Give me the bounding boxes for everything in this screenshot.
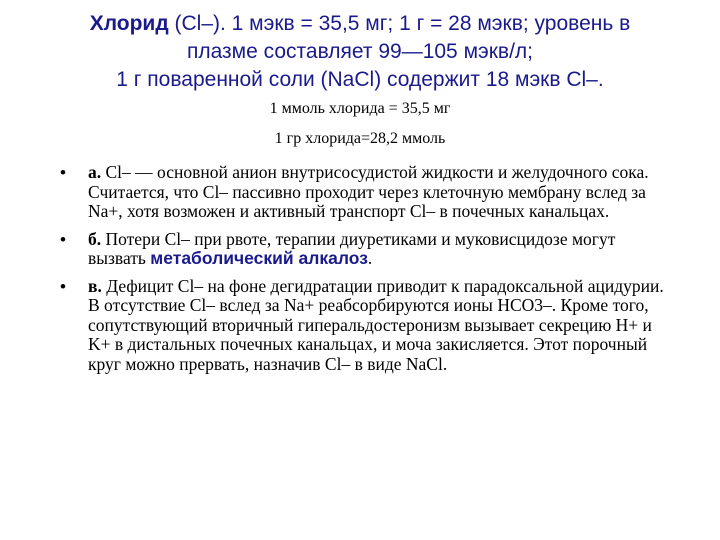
bullet-dot: • <box>60 163 66 182</box>
bullet-text: Потери Cl– при рвоте, терапии диуретиками и муковисцидозе могут вызвать <box>88 228 616 268</box>
bullet-marker: б. <box>88 228 102 249</box>
title-line3: 1 г поваренной соли (NaCl) содержит 18 мэкв Cl–. <box>116 68 604 91</box>
bullet-item-c <box>60 277 670 375</box>
bullet-item-b <box>60 230 670 269</box>
bullet-marker: а. <box>88 162 102 182</box>
bullet-marker: в. <box>88 275 102 296</box>
bullet-list <box>60 163 670 382</box>
formula-mmol-mg: 1 ммоль хлорида = 35,5 мг <box>269 100 451 117</box>
title-line1-rest: (Cl–). 1 мэкв = 35,5 мг; 1 г = 28 мэкв; уровень в <box>168 12 631 35</box>
slide-title <box>40 10 680 94</box>
bullet-text: Дефицит Cl– на фоне дегидратации приводит к парадоксальной ацидурии. В отсутствие Cl– вслед за Na+ реабсорбируются ионы HCO3–. Кроме того, сопутствующий вторичный гиперальдостеронизм вызывает секрецию H+ и K+ в дистальных почечных канальцах, и моча закисляется. Этот порочный круг можно прервать, назначив Cl– в виде NaCl. <box>88 275 664 374</box>
formula-gram-mmol: 1 гр хлорида=28,2 ммоль <box>274 130 446 147</box>
bullet-dot: • <box>60 229 66 249</box>
bullet-item-a <box>60 163 670 222</box>
title-bold-term: Хлорид <box>89 12 169 35</box>
bullet-text: Cl– — основной анион внутрисосудистой жидкости и желудочного сока. Считается, что Cl– пассивно проходит через клеточную мембрану вслед за Na+, хотя возможен и активный транспорт Cl– в почечных канальцах. <box>88 162 649 221</box>
highlight-term: метаболический алкалоз <box>150 248 368 268</box>
title-line2: плазме составляет 99—105 мэкв/л; <box>186 40 533 63</box>
bullet-text-after: . <box>367 248 373 268</box>
bullet-dot: • <box>60 276 66 296</box>
